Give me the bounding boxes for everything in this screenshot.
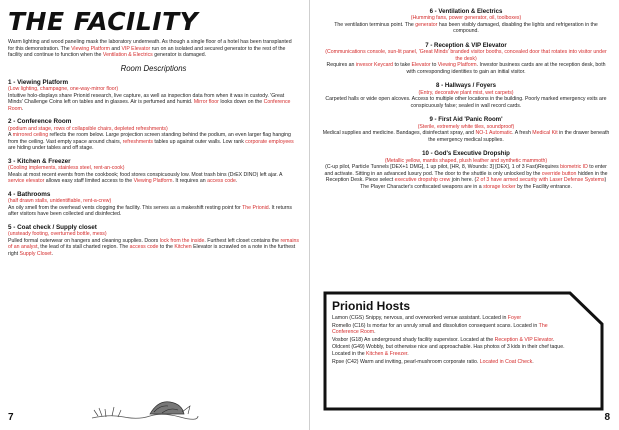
room-heading: 7 - Reception & VIP Elevator (425, 42, 507, 49)
text-run: Medical supplies and medicine. Bandages, disinfectant spray, and (322, 130, 476, 137)
highlighted-term: 2 of 3 have armed security with Laser Defense Systems (476, 177, 605, 184)
text-run: Vosbor (G18) An underground shady facility supervisor. Located at the (332, 336, 495, 343)
host-entry (332, 337, 572, 344)
highlighted-term: Viewing Platform (437, 62, 477, 69)
room-heading: 10 - God's Executive Dropship (422, 150, 510, 158)
highlighted-term: Conference Room (8, 99, 291, 112)
text-run: (C-up pilot, Particle Tunnels [DEX+1 DMG], 1 up pilot, [HR, 8, Wounds: 3] [DEX], 1 of 3 Fast) (325, 164, 538, 171)
room-heading: 2 - Conference Room (8, 118, 72, 126)
text-run: An oily smell from the overhead vents clogging the facility. This serves as a makeshift resting point for (8, 204, 243, 211)
text-run: Lamon (CGS) Snippy, nervous, and overworked venue assistant. Located in (332, 315, 508, 321)
room-tags: (Sterile, extremely white tiles, soundproof) (417, 123, 515, 130)
highlighted-term: Mirror floor (193, 99, 219, 106)
room-tags: (podium and stage, rows of collapsible chairs, depleted refreshments) (8, 125, 168, 132)
highlighted-term: invesor Keycard (355, 62, 394, 69)
page-title: THE FACILITY (8, 7, 199, 36)
room-tags: (Humming fans, power generator, oil, toolboxes) (410, 15, 522, 22)
highlighted-term: service elevator (8, 178, 45, 185)
room-entry-coat-check (8, 224, 299, 258)
highlighted-term: mirrored ceiling (12, 132, 49, 139)
room-tags: (unsteady footing, overturned bottle, mess) (8, 231, 107, 238)
text-run: Meals at most recent events from the cookbook; food stores conspicuously low. Most trash bins (DrEX DINO) left ajar. A (8, 171, 283, 178)
highlighted-term: Medical Kit (532, 130, 558, 137)
text-run: Requires an (326, 62, 356, 69)
text-run: are hiding under tables and off stage. (8, 145, 94, 152)
text-run: join here. ( (450, 177, 477, 184)
room-entry-kitchen-freezer (8, 158, 299, 185)
text-run: generator is damaged. (152, 52, 207, 59)
room-heading: 6 - Ventilation & Electrics (429, 8, 503, 15)
highlighted-term: biometric ID (560, 164, 588, 171)
page-number-left: 7 (8, 412, 14, 423)
room-entry-bathrooms (8, 191, 299, 218)
left-page (0, 0, 309, 430)
room-body (322, 96, 610, 109)
text-run: The ventilation terminus point. The (334, 21, 416, 28)
highlighted-term: Supply Closet (19, 250, 52, 257)
highlighted-term: override button (541, 170, 577, 177)
highlighted-term: Kitchen & Freezer (366, 350, 408, 357)
room-heading: 1 - Viewing Platform (8, 78, 69, 86)
text-run: tables up against outer walls. Low rank (152, 138, 246, 145)
room-entry-viewing-platform (8, 79, 299, 113)
text-run: Pulled formal outerwear on hangers and cleaning supplies. Doors (8, 237, 160, 244)
hosts-title: Prionid Hosts (332, 299, 411, 313)
text-run: . Investor business cards are at the reception desk, both with corresponding identities to gain an initial visitor. (406, 62, 606, 75)
room-heading: 9 - First Aid 'Panic Room' (429, 116, 503, 124)
highlighted-term: access code (129, 244, 159, 251)
highlighted-term: The Prionid (242, 204, 269, 211)
room-body (8, 132, 299, 152)
room-tags: (Cooling implements, stainless steel, rent-an-cook) (8, 165, 125, 172)
highlighted-term: remains of an analyst (8, 237, 299, 251)
room-descriptions-subtitle: Room Descriptions (120, 63, 187, 73)
room-tags: (Communications console, sun-lit panel, 'Great Minds' branded visitor booths, concealed door that rotates into visitor under the desk) (325, 49, 607, 62)
text-run: . (21, 105, 24, 112)
host-entry (332, 323, 572, 336)
room-body (322, 130, 610, 143)
text-run: , the lead of its stall charted region. The (37, 244, 130, 251)
text-run: . (51, 250, 54, 257)
text-run: by the Facility entrance. (515, 184, 572, 190)
text-run: Elevator is scrawled on a note in the furthest right (8, 244, 296, 257)
text-run: . (552, 336, 555, 343)
host-entry (332, 359, 572, 366)
room-entry-dropship (322, 150, 610, 190)
highlighted-term: executive dropship crew (394, 177, 451, 184)
text-run: allows easy staff limited access to the (44, 178, 134, 185)
highlighted-term: VIP Elevator (121, 45, 151, 52)
highlighted-term: Foyer (507, 315, 522, 321)
highlighted-term: corporate employees (245, 138, 294, 145)
room-heading: 3 - Kitchen & Freezer (8, 157, 71, 165)
page-number-right: 8 (604, 412, 610, 423)
creature-sketch-illustration (90, 392, 200, 422)
highlighted-term: Viewing Platform (71, 45, 110, 52)
room-body (8, 205, 299, 218)
highlighted-term: refreshments (122, 138, 153, 145)
text-run: . It requires an (172, 178, 208, 185)
highlighted-term: The Conference Room (332, 322, 548, 336)
room-body (322, 22, 610, 35)
room-entry-first-aid (322, 116, 610, 143)
prionid-hosts-box (322, 290, 605, 412)
highlighted-term: storage locker (483, 184, 516, 190)
text-run: in the drawer beneath the emergency medical supplies. (428, 130, 610, 143)
text-run: and (109, 45, 122, 52)
text-run: Romello (C16) Is mortar for an unruly small and dissolution consequent scans. Located in (332, 322, 539, 329)
text-run: Oldcent (G49) Wobbly, but otherwise nice and approachable. Has photos of 3 kids in their chef taque. Located in the (332, 344, 565, 357)
text-run: hidden in the Reception Desk. (325, 170, 608, 184)
text-run: to enter and activate. Sitting in an advanced luxury pod. The door to the shuttle is only unlocked by the (324, 164, 607, 177)
text-run: to the (158, 244, 175, 251)
text-run: . (532, 358, 534, 365)
text-run: has been visibly damaged, disabling the lights and refrigeration in the compound. (437, 21, 598, 35)
text-run: . It returns after visitors have been collected and disinfected. (8, 204, 293, 218)
text-run: . (407, 350, 409, 357)
host-entry (332, 315, 572, 322)
text-run: . (374, 329, 376, 336)
text-run: Warm lighting and wood paneling mask the laboratory underneath. As though a single floor of a hotel has been transplanted for this demonstration. The (8, 39, 292, 52)
highlighted-term: NO-1 Automatic (475, 130, 513, 137)
text-run: Carpeted halls or wide open alcoves. Access to multiple other locations in the building. Poorly marked emergency exits are conspicuously false; sealed in wall record cards. (325, 96, 607, 109)
text-run: Piece select (363, 177, 395, 184)
highlighted-term: lock from the inside (159, 237, 205, 244)
highlighted-term: Located in Coat Check (479, 358, 533, 365)
text-run: reflects the room below. Large projection screen standing behind the podium, an even larger flag hanging from the ceiling. Vast empty space around chairs, (8, 132, 291, 145)
room-body (8, 172, 299, 185)
highlighted-term: Ventilation & Electrics (102, 52, 153, 59)
highlighted-term: access code (207, 178, 236, 185)
room-tags: (Entry, decorative plant mist, wet carpets) (418, 89, 514, 96)
text-run: Requires (537, 164, 561, 171)
text-run: to take (393, 62, 412, 69)
hosts-content (332, 299, 572, 366)
text-run: A (8, 132, 13, 139)
highlighted-term: generator (415, 21, 438, 28)
room-heading: 5 - Coat check / Supply closet (8, 223, 97, 231)
text-run: . Furthest left closet contains the (204, 237, 281, 244)
room-entry-conference-room (8, 118, 299, 152)
highlighted-term: Kitchen (174, 244, 192, 251)
room-body (8, 93, 299, 113)
text-run: Rpse (C42) Warm and inviting, pearl-mushroom corporate ratio. (332, 358, 480, 365)
text-run: The Player Character's confiscated weapons are in a (360, 184, 484, 190)
room-entry-reception (322, 42, 610, 75)
room-body (322, 164, 610, 190)
highlighted-term: Reception & VIP Elevator (494, 336, 553, 343)
host-entry (332, 344, 572, 357)
highlighted-term: Viewing Platform (133, 178, 173, 185)
room-entry-ventilation (322, 8, 610, 35)
room-heading: 8 - Hallways / Foyers (436, 82, 496, 90)
intro-paragraph (8, 39, 299, 59)
room-body (8, 238, 299, 258)
room-tags: (Low lighting, champagne, one-way-mirror floor) (8, 86, 119, 93)
highlighted-term: Elevator (411, 62, 431, 69)
text-run: . A fresh (512, 130, 533, 137)
text-run: ) (604, 177, 607, 184)
room-heading: 4 - Bathrooms (8, 190, 51, 198)
text-run: to (430, 62, 438, 69)
text-run: Intuitive holo-displays share Prionid research, live capture, as well as inspection data from when it was in custody. 'Great Minds' Challenge Coins left on tables and in glasses. Air is perfumed and humid. (8, 92, 285, 106)
room-tags: (Metallic yellow, mantis shaped, plush leather and synthetic mammoth) (384, 157, 548, 164)
text-run: looks down on the (218, 99, 264, 106)
room-body (322, 62, 610, 75)
room-entry-hallways (322, 82, 610, 109)
text-run: run on an isolated and secured generator to the rest of the facility and continue to function when the (8, 45, 286, 59)
text-run: . (235, 178, 238, 185)
room-tags: (half drawn stalls, unidentifiable, rent-a-crew) (8, 198, 112, 205)
